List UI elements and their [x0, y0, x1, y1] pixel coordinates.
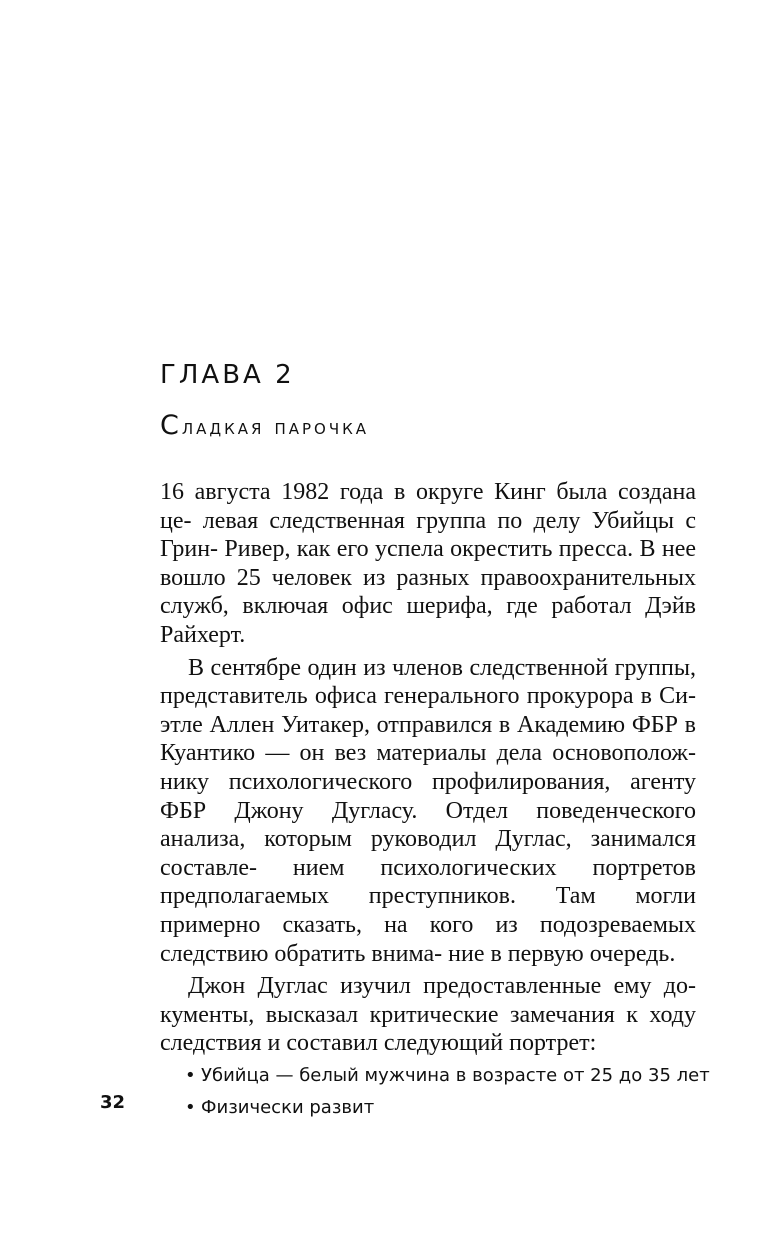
list-item-text: Физически развит — [201, 1097, 375, 1118]
paragraph-3 — [160, 972, 696, 1058]
list-item — [185, 1092, 745, 1124]
text-line: Ривер, как его успела окрестить пресса. В нее вошло — [160, 536, 697, 591]
profile-bullet-list — [185, 1060, 745, 1124]
text-line: 16 августа 1982 года в округе Кинг была создана це- — [160, 479, 696, 534]
paragraph-1 — [160, 478, 696, 650]
text-line: нием психологических портретов предполагаемых — [160, 854, 696, 910]
chapter-title-rest: ладкая парочка — [181, 415, 370, 440]
text-line: Джон Дуглас изучил предоставленные ему до- — [188, 973, 696, 1000]
text-line: в Куантико — он вез материалы дела основополож- — [160, 711, 696, 767]
text-line: В сентябре один из членов следственной группы, — [188, 654, 696, 681]
list-item-text: Убийца — белый мужчина в возрасте от 25 до 35 лет — [201, 1065, 710, 1086]
text-line: включая офис шерифа, где работал Дэйв Райхерт. — [160, 593, 697, 648]
chapter-title — [160, 410, 369, 441]
text-line: представитель офиса генерального прокурора в Си- — [160, 683, 696, 710]
paragraph-2 — [160, 654, 696, 969]
chapter-title-initial: С — [160, 410, 182, 441]
bullet-icon: • — [185, 1097, 196, 1118]
text-line: 25 человек из разных правоохранительных служб, — [160, 564, 696, 620]
body-text — [160, 478, 696, 1058]
text-line: нику психологического профилирования, агенту — [160, 768, 696, 795]
text-line: следствия и составил следующий портрет: — [160, 1030, 597, 1057]
text-line: ние в первую очередь. — [448, 940, 676, 967]
text-line: кументы, высказал критические замечания к ходу — [160, 1001, 696, 1028]
text-line: кого из подозреваемых следствию обратить внима- — [160, 911, 697, 967]
bullet-icon: • — [185, 1065, 196, 1086]
list-item — [185, 1060, 745, 1092]
text-line: преступников. Там могли примерно сказать, на — [160, 883, 697, 938]
text-line: левая следственная группа по делу Убийцы с Грин- — [160, 507, 696, 563]
page-number: 32 — [100, 1092, 126, 1113]
text-line: ФБР Джону Дугласу. Отдел поведенческого анализа, — [160, 797, 696, 853]
text-line: этле Аллен Уитакер, отправился в Академию ФБР — [160, 711, 678, 738]
text-line: которым руководил Дуглас, занимался составле- — [160, 826, 696, 881]
chapter-label: ГЛАВА 2 — [160, 360, 295, 390]
